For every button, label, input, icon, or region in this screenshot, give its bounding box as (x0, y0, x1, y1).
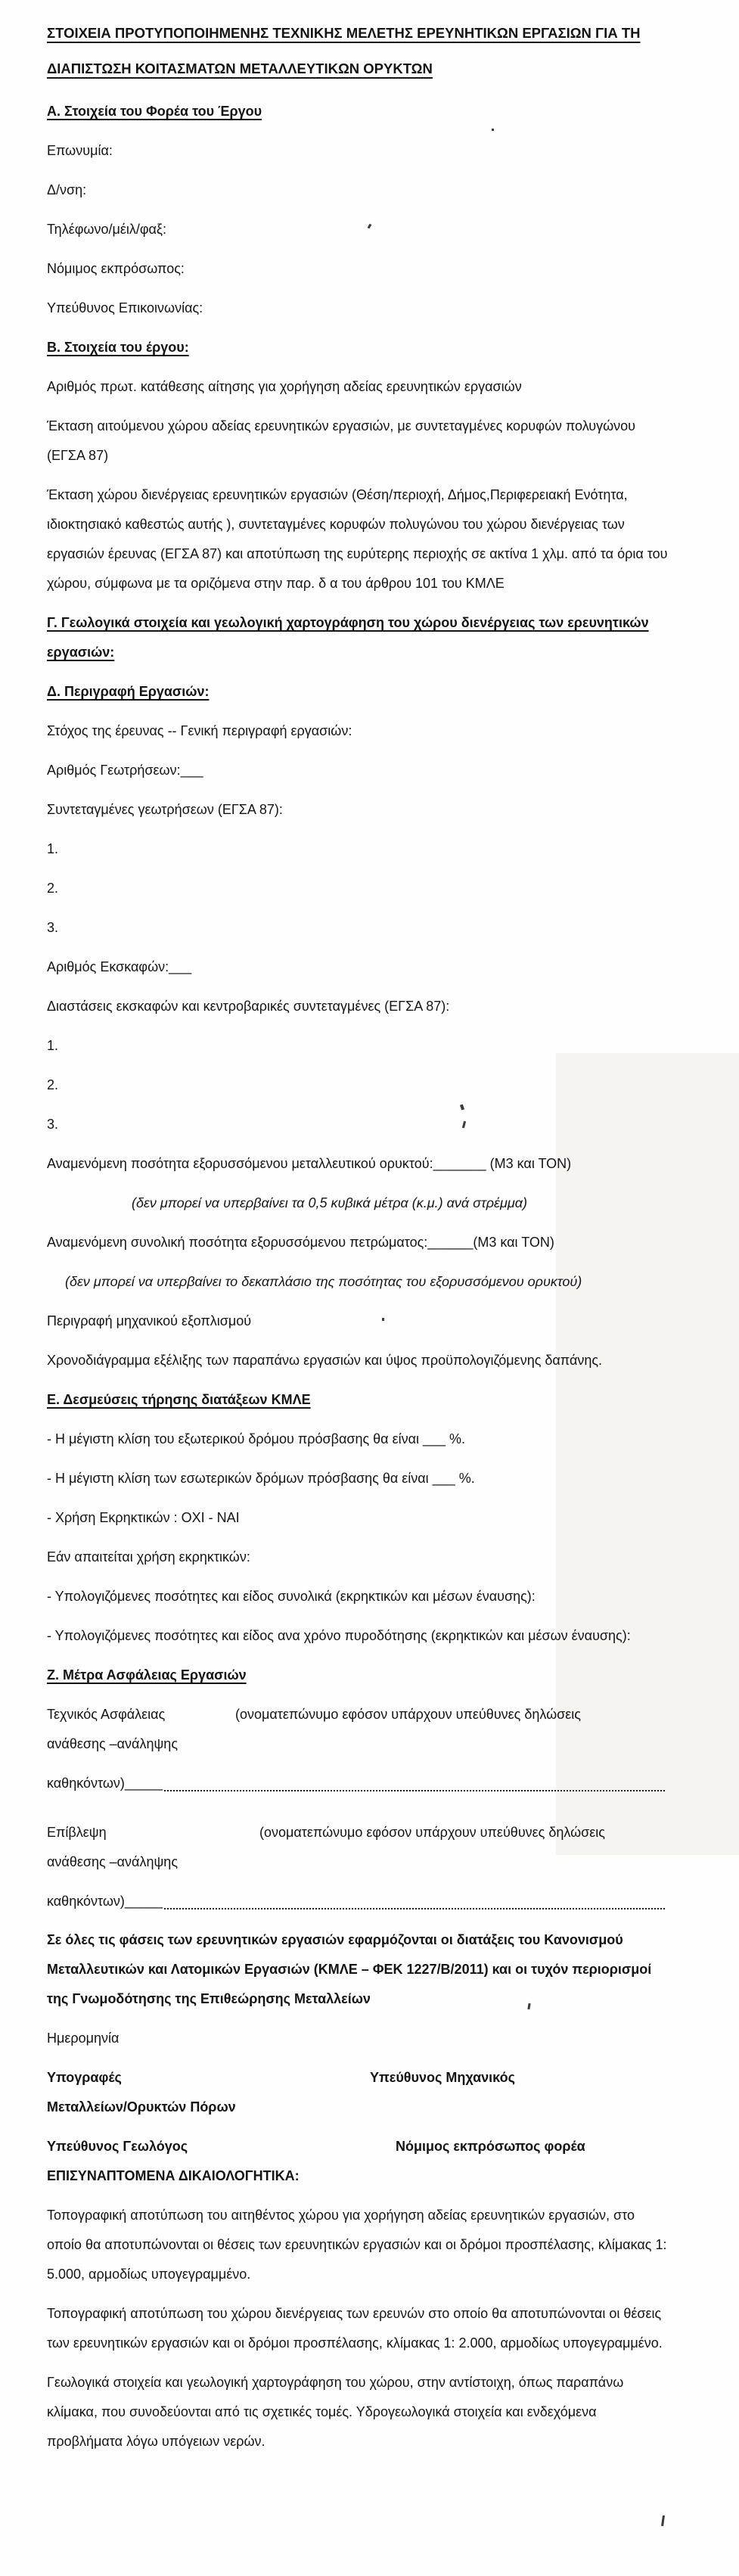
representative-label: Νόμιμος εκπρόσωπος φορέα (396, 2139, 585, 2154)
date-label: Ημερομηνία (47, 2031, 120, 2046)
excavation-list-item: 3. (47, 1117, 59, 1132)
excavation-count-line: Αριθμός Εκσκαφών:___ (47, 959, 192, 974)
dotted-leader (164, 1789, 665, 1791)
document-title-line2: ΔΙΑΠΙΣΤΩΣΗ ΚΟΙΤΑΣΜΑΤΩΝ ΜΕΤΑΛΛΕΥΤΙΚΩΝ ΟΡΥΚΤΩΝ (47, 61, 433, 76)
supervision-label: Επίβλεψη (47, 1825, 107, 1840)
dotted-leader (164, 1907, 665, 1909)
document-title-line1: ΣΤΟΙΧΕΙΑ ΠΡΟΤΥΠΟΠΟΙΗΜΕΝΗΣ ΤΕΧΝΙΚΗΣ ΜΕΛΕΤΗΣ ΕΡΕΥΝΗΤΙΚΩΝ ΕΡΓΑΣΙΩΝ ΓΙΑ ΤΗ (47, 25, 641, 41)
supervision-note: (ονοματεπώνυμο εφόσον υπάρχουν υπεύθυνες δηλώσεις (259, 1825, 605, 1840)
kmle-notice: Σε όλες τις φάσεις των ερευνητικών εργασιών εφαρμόζονται οι διατάξεις του Κανονισμού Μεταλλευτικών και Λατομικών Εργασιών (ΚΜΛΕ – ΦΕΚ 1227/Β/2011) και οι τυχόν περιορισμοί της Γνωμοδότησης της Επιθεώρησης Μεταλλείων (47, 1932, 652, 2006)
protocol-number-line: Αριθμός πρωτ. κατάθεσης αίτησης για χορήγηση αδείας ερευνητικών εργασιών (47, 379, 522, 394)
requested-area-line: Έκταση αιτούμενου χώρου αδείας ερευνητικών εργασιών, με συντεταγμένες κορυφών πολυγώνου (ΕΓΣΑ 87) (47, 418, 636, 463)
external-road-slope-line: - Η μέγιστη κλίση του εξωτερικού δρόμου πρόσβασης θα είναι ___ %. (47, 1431, 466, 1446)
safety-assignment-line: ανάθεσης –ανάληψης (47, 1736, 178, 1751)
attachment-item: Γεωλογικά στοιχεία και γεωλογική χαρτογράφηση του χώρου, στην αντίστοιχη, όπως παραπάνω κλίμακα, που συνοδεύονται από τις σχετικές τομές. Υδρογεωλογικά στοιχεία και ενδεχόμενα προβλήματα λόγω υπόγειων νερών. (47, 2375, 624, 2449)
if-explosives-line: Εάν απαιτείται χρήση εκρηκτικών: (47, 1549, 250, 1565)
internal-road-slope-line: - Η μέγιστη κλίση των εσωτερικών δρόμων πρόσβασης θα είναι ___ %. (47, 1471, 475, 1486)
expected-ore-line: Αναμενόμενη ποσότητα εξορυσσόμενου μεταλλευτικού ορυκτού:_______ (Μ3 και ΤΟΝ) (47, 1156, 572, 1171)
drill-list-item: 2. (47, 881, 59, 896)
supervision-duties-label: καθηκόντων)_____ (47, 1894, 163, 1909)
signatures-label: Υπογραφές (47, 2070, 122, 2085)
geologist-label: Υπεύθυνος Γεωλόγος (47, 2139, 188, 2154)
scan-speck (382, 1318, 384, 1321)
works-area-line: Έκταση χώρου διενέργειας ερευνητικών εργασιών (Θέση/περιοχή, Δήμος,Περιφερειακή Ενότητα, ιδιοκτησιακό καθεστώς αυτής ), συντεταγμένες κορυφών πολυγώνου του χώρου διενέργειας των εργασιών έρευνας (ΕΓΣΑ 87) και αποτύπωση της ευρύτερης περιοχής σε ακτίνα 1 χλμ. από τα όρια του χώρου, σύμφωνα με τα οριζόμενα στην παρ. δ α του άρθρου 101 του ΚΜΛΕ (47, 487, 668, 591)
research-goal-line: Στόχος της έρευνας -- Γενική περιγραφή εργασιών: (47, 723, 352, 738)
spacer (47, 1798, 672, 1818)
drill-coords-line: Συντεταγμένες γεωτρήσεων (ΕΓΣΑ 87): (47, 802, 283, 817)
signatures-row-2 (47, 2132, 672, 2161)
equipment-line: Περιγραφή μηχανικού εξοπλισμού (47, 1313, 252, 1328)
safety-duties-row (47, 1769, 672, 1798)
drill-list-item: 3. (47, 920, 59, 935)
safety-officer-row (47, 1700, 672, 1729)
engineer-label-line2: Μεταλλείων/Ορυκτών Πόρων (47, 2099, 236, 2115)
spacer (47, 1916, 672, 1925)
section-z-heading: Ζ. Μέτρα Ασφάλειας Εργασιών (47, 1667, 247, 1683)
section-c-heading: Γ. Γεωλογικά στοιχεία και γεωλογική χαρτογράφηση του χώρου διενέργειας των ερευνητικών εργασιών: (47, 615, 649, 660)
section-e-heading: Ε. Δεσμεύσεις τήρησης διατάξεων ΚΜΛΕ (47, 1392, 311, 1407)
safety-officer-label: Τεχνικός Ασφάλειας (47, 1707, 166, 1722)
excavation-dims-line: Διαστάσεις εκσκαφών και κεντροβαρικές συντεταγμένες (ΕΓΣΑ 87): (47, 999, 450, 1014)
field-contact-person: Υπεύθυνος Επικοινωνίας: (47, 300, 203, 315)
excavation-list-item: 2. (47, 1077, 59, 1092)
excavation-list-item: 1. (47, 1038, 59, 1053)
field-legal-representative: Νόμιμος εκπρόσωπος: (47, 261, 185, 276)
field-address: Δ/νση: (47, 182, 87, 197)
drill-count-line: Αριθμός Γεωτρήσεων:___ (47, 763, 203, 778)
attachment-item: Τοπογραφική αποτύπωση του αιτηθέντος χώρου για χορήγηση αδείας ερευνητικών εργασιών, στο οποίο θα αποτυπώνονται οι θέσεις των ερευνητικών εργασιών και οι δρόμοι προσπέλασης, κλίμακας 1: 5.000, αρμοδίως υπογεγραμμένο. (47, 2208, 667, 2282)
attachments-heading: ΕΠΙΣΥΝΑΠΤΟΜΕΝΑ ΔΙΚΑΙΟΛΟΓΗΤΙΚΑ: (47, 2168, 300, 2183)
section-b-heading: Β. Στοιχεία του έργου: (47, 340, 189, 355)
supervision-row (47, 1818, 672, 1847)
drill-list-item: 1. (47, 841, 59, 856)
timeline-line: Χρονοδιάγραμμα εξέλιξης των παραπάνω εργασιών και ύψος προϋπολογιζόμενης δαπάνης. (47, 1353, 603, 1368)
safety-duties-label: καθηκόντων)_____ (47, 1776, 163, 1791)
field-phone-mail-fax: Τηλέφωνο/μέιλ/φαξ: (47, 222, 166, 237)
supervision-assignment-line: ανάθεσης –ανάληψης (47, 1854, 178, 1869)
document-title (47, 15, 672, 86)
scan-speck (492, 129, 494, 131)
explosive-quantities-total-line: - Υπολογιζόμενες ποσότητες και είδος συνολικά (εκρηκτικών και μέσων έναυσης): (47, 1589, 536, 1604)
supervision-duties-row (47, 1887, 672, 1916)
section-d-heading: Δ. Περιγραφή Εργασιών: (47, 684, 210, 699)
engineer-label: Υπεύθυνος Μηχανικός (370, 2070, 515, 2085)
explosive-quantities-per-blast-line: - Υπολογιζόμενες ποσότητες και είδος ανα χρόνο πυροδότησης (εκρηκτικών και μέσων έναυσης): (47, 1628, 631, 1643)
section-a-heading: Α. Στοιχεία του Φορέα του Έργου (47, 104, 262, 119)
rock-limit-note: (δεν μπορεί να υπερβαίνει το δεκαπλάσιο της ποσότητας του εξορυσσόμενου ορυκτού) (65, 1274, 582, 1289)
safety-officer-note: (ονοματεπώνυμο εφόσον υπάρχουν υπεύθυνες δηλώσεις (235, 1707, 581, 1722)
attachment-item: Τοπογραφική αποτύπωση του χώρου διενέργειας των ερευνών στο οποίο θα αποτυπώνονται οι θέσεις των ερευνητικών εργασιών και οι δρόμοι προσπέλασης, κλίμακας 1: 2.000, αρμοδίως υπογεγραμμένο. (47, 2306, 663, 2351)
explosives-use-line: - Χρήση Εκρηκτικών : ΟΧΙ - ΝΑΙ (47, 1510, 240, 1525)
field-company-name: Επωνυμία: (47, 143, 113, 158)
scan-speck (661, 2515, 665, 2526)
signatures-row-1 (47, 2063, 672, 2093)
ore-limit-note: (δεν μπορεί να υπερβαίνει τα 0,5 κυβικά μέτρα (κ.μ.) ανά στρέμμα) (132, 1195, 527, 1210)
expected-rock-line: Αναμενόμενη συνολική ποσότητα εξορυσσόμενου πετρώματος:______(Μ3 και ΤΟΝ) (47, 1235, 554, 1250)
